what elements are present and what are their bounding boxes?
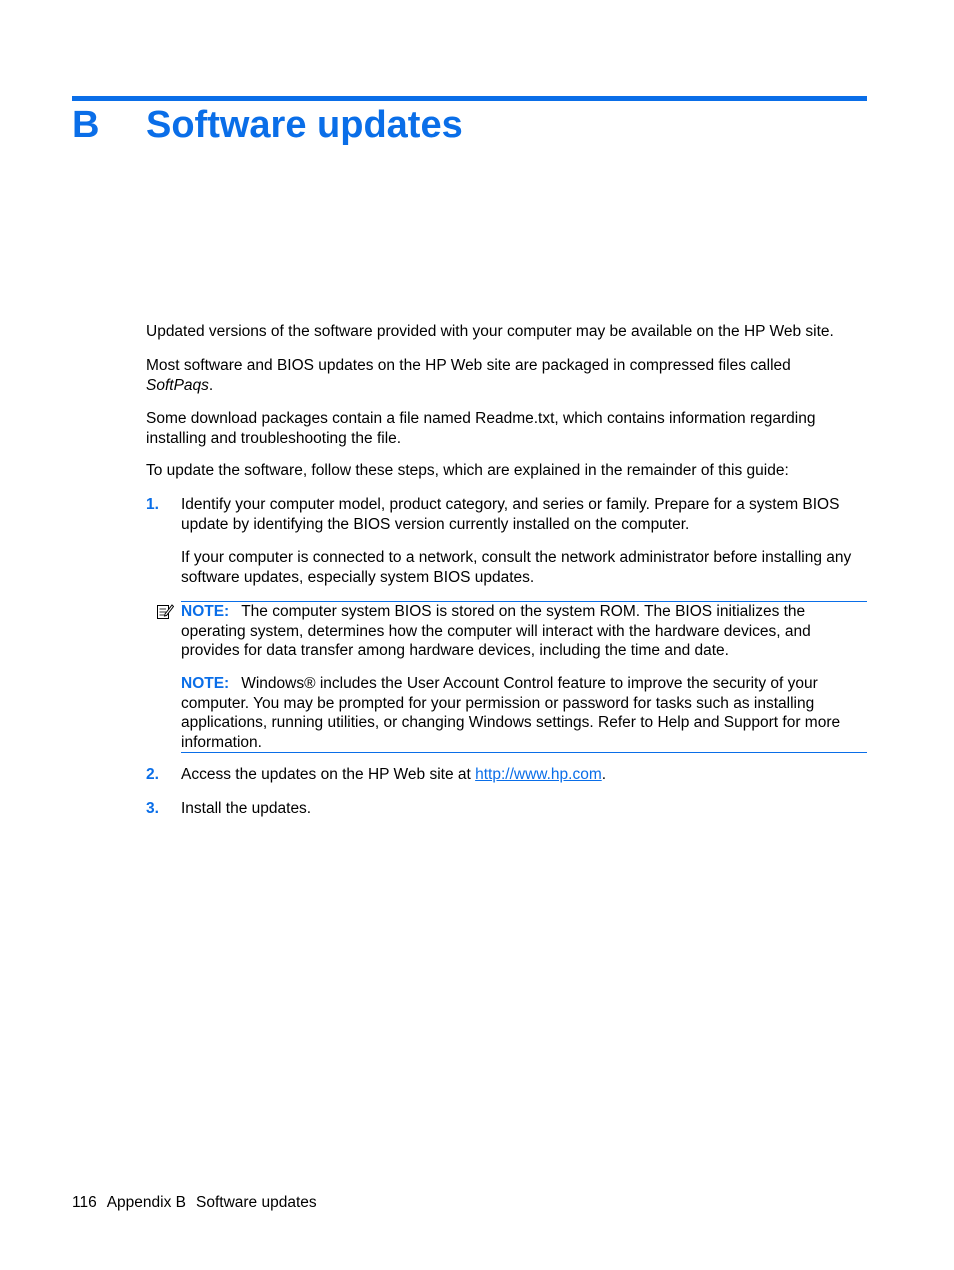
note-2: [181, 674, 871, 752]
page-footer: [72, 1193, 317, 1213]
step-subtext-1: If your computer is connected to a network, consult the network administrator before installing any software updates, especially system BIOS updates.: [181, 549, 852, 586]
step-text-2-before: Access the updates on the HP Web site at: [181, 766, 471, 783]
softpaqs-term: SoftPaqs: [146, 376, 209, 394]
softpaqs-period: .: [208, 376, 214, 394]
step-text-2: [181, 765, 871, 785]
steps-intro-paragraph: To update the software, follow these steps, which are explained in the remainder of this guide:: [146, 462, 789, 479]
page-number: 116: [72, 1194, 97, 1211]
step-text-1: Identify your computer model, product category, and series or family. Prepare for a system BIOS update by identifying the BIOS version currently installed on the computer.: [181, 496, 840, 533]
step-number-3: 3.: [146, 800, 159, 817]
chapter-title: Software updates: [146, 104, 463, 146]
step-text-2-after: .: [601, 766, 607, 783]
chapter-letter: B: [72, 104, 100, 146]
softpaqs-paragraph-text: Most software and BIOS updates on the HP Web site are packaged in compressed files called: [146, 357, 791, 374]
step-number-2: 2.: [146, 766, 159, 783]
note-text-1: The computer system BIOS is stored on the system ROM. The BIOS initializes the operating system, determines how the computer will interact with the hardware devices, and provides for data transfer among hardware devices, including the time and date.: [181, 603, 811, 659]
footer-section: Appendix B: [106, 1194, 186, 1211]
note-box: [181, 601, 867, 753]
note-label-2: NOTE:: [181, 675, 230, 692]
note-text-2: Windows® includes the User Account Control feature to improve the security of your computer. You may be prompted for your permission or password for tasks such as installing applications, running utilities, or changing Windows settings. Refer to Help and Support for more information.: [181, 675, 841, 751]
softpaqs-paragraph: [146, 356, 868, 395]
hp-website-link[interactable]: http://www.hp.com: [475, 766, 602, 783]
note-1: [181, 602, 871, 661]
note-label-1: NOTE:: [181, 603, 230, 620]
readme-paragraph: Some download packages contain a file named Readme.txt, which contains information regarding installing and troubleshooting the file.: [146, 410, 816, 447]
step-number-1: 1.: [146, 496, 159, 513]
note-pencil-icon: [156, 602, 174, 620]
intro-paragraph: Updated versions of the software provided with your computer may be available on the HP Web site.: [146, 323, 834, 340]
step-text-3: Install the updates.: [181, 800, 312, 817]
footer-title: Software updates: [196, 1194, 317, 1211]
